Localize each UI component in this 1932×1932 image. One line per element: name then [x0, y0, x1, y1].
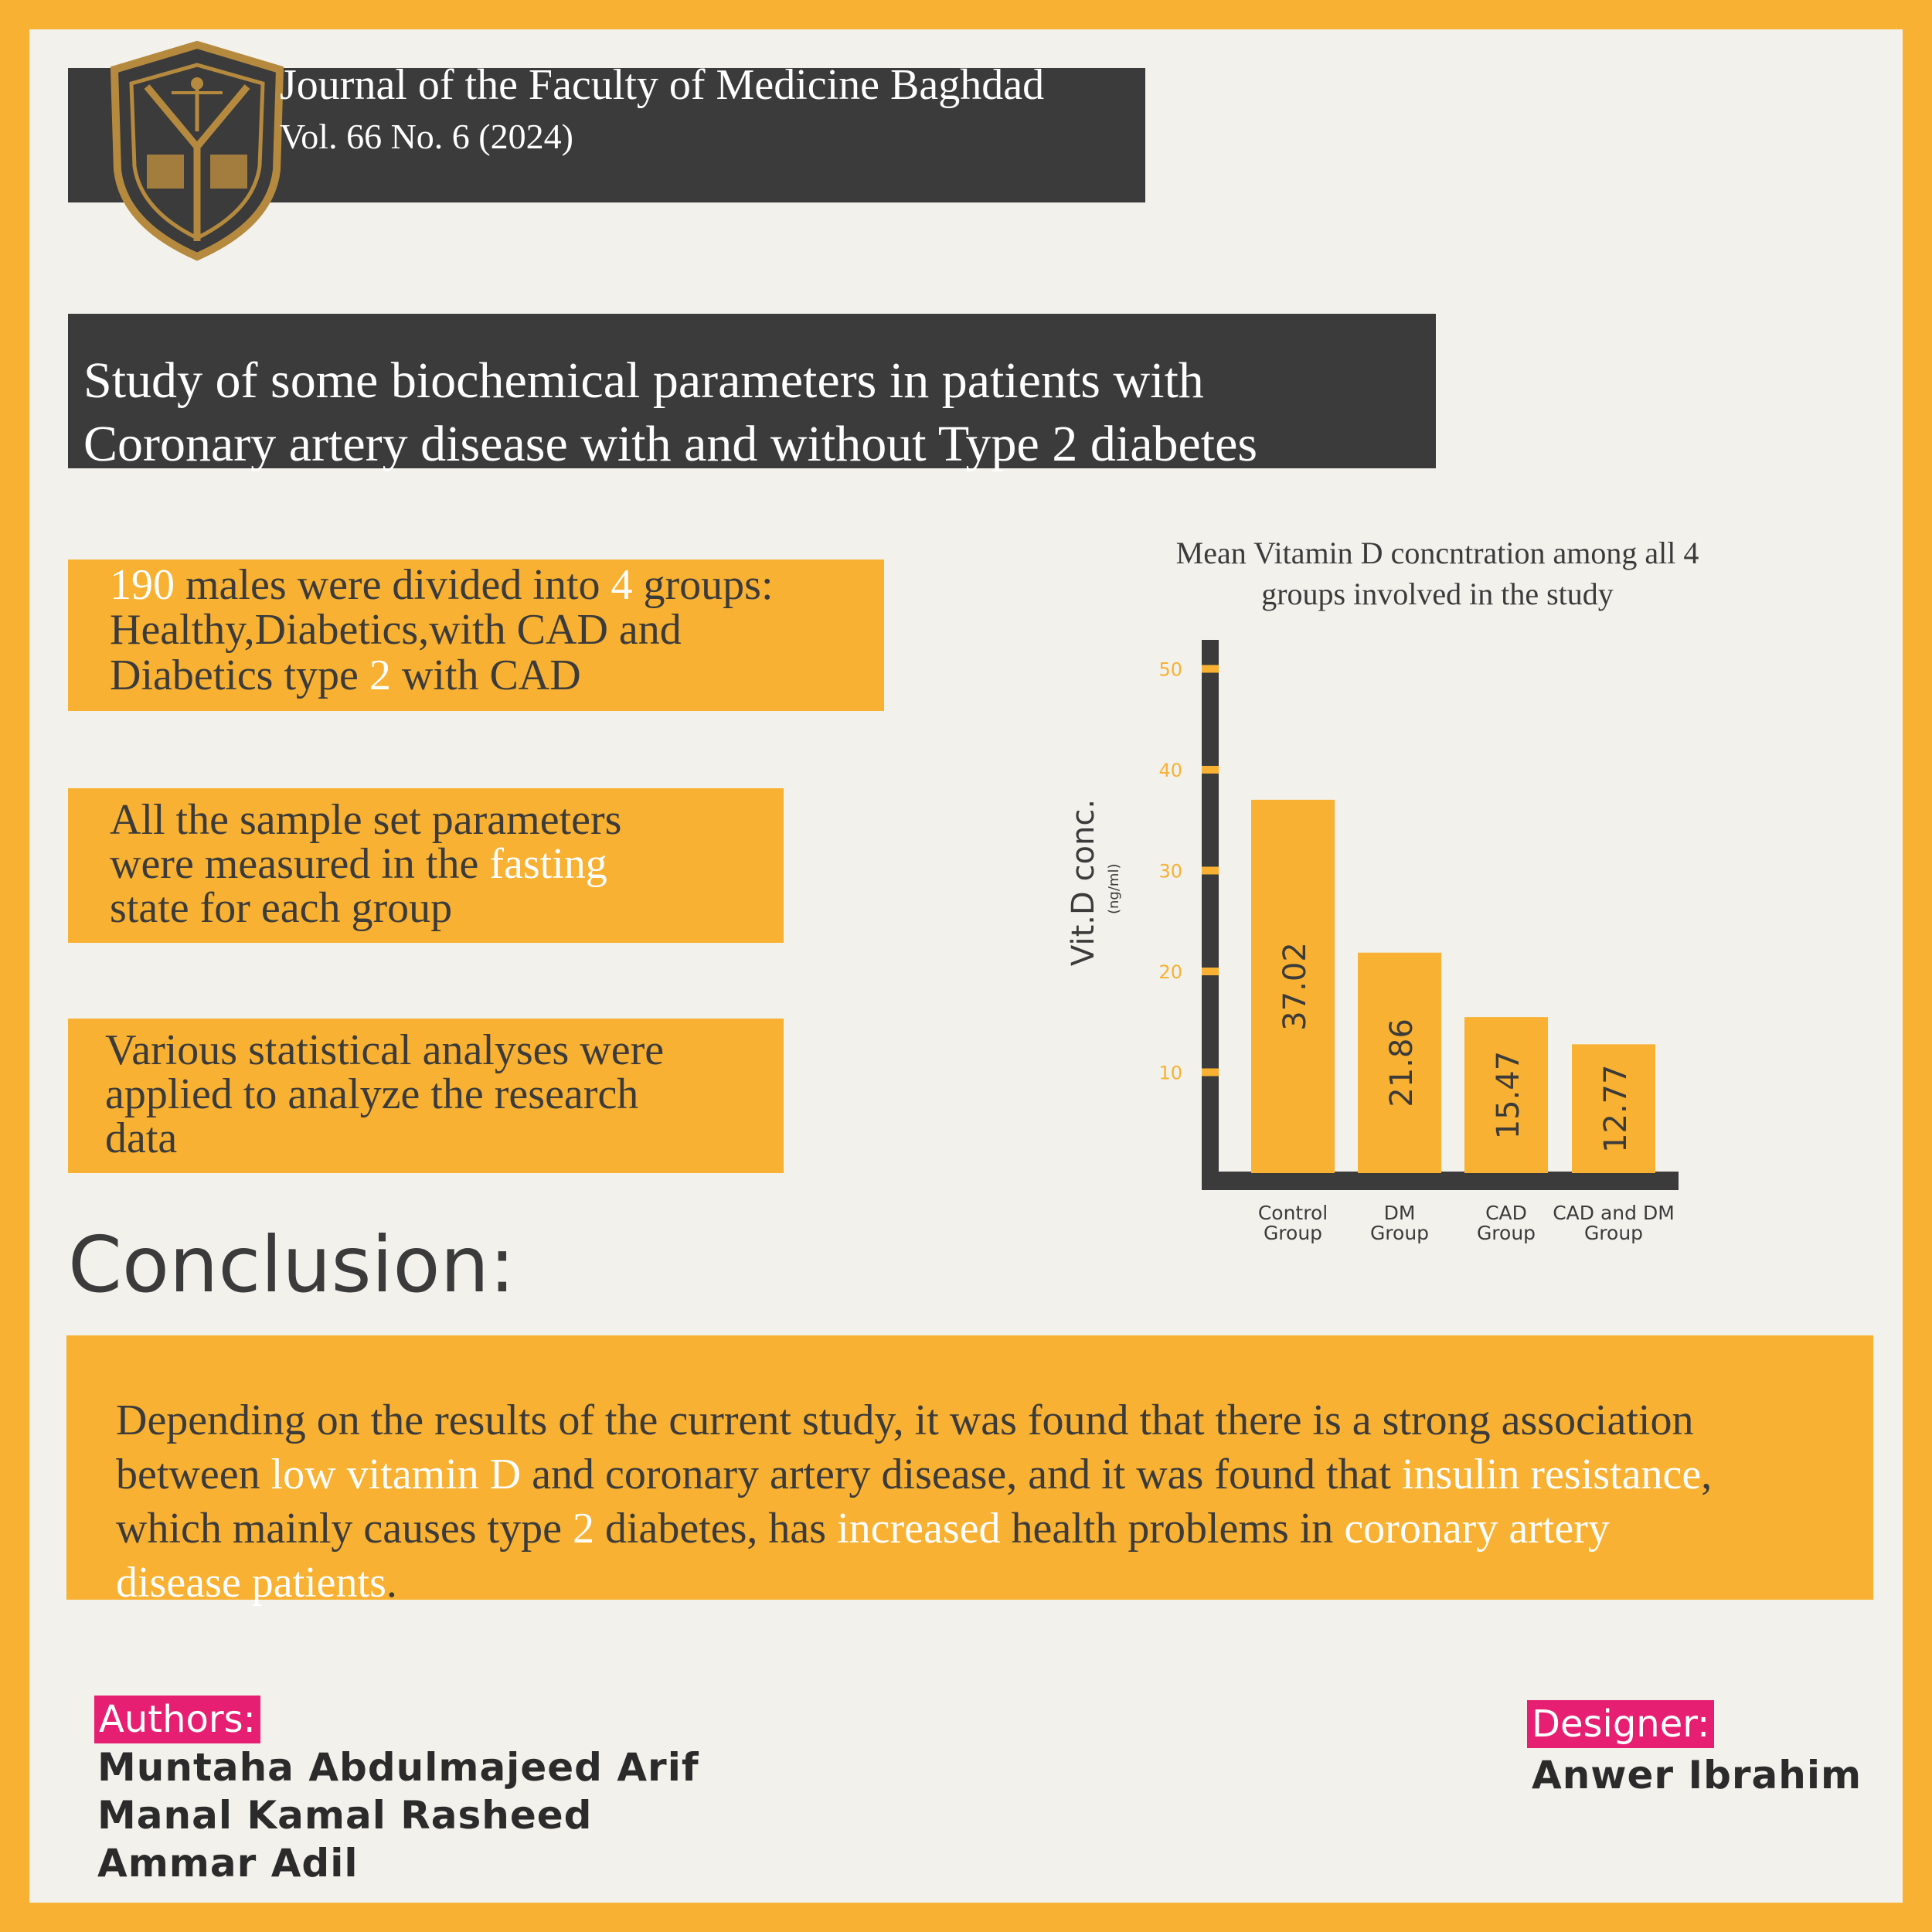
y-axis-label: Vit.D conc.: [1066, 798, 1101, 966]
info-groups-line-3: Diabetics type 2 with CAD: [110, 651, 581, 699]
bar-value-label: 37.02: [1277, 942, 1313, 1031]
x-category-label: DM: [1383, 1202, 1416, 1224]
designer-label: Designer:: [1527, 1700, 1714, 1748]
bar-value-label: 21.86: [1384, 1019, 1420, 1107]
conclusion-heading: Conclusion:: [68, 1219, 515, 1310]
y-axis-line: [1202, 640, 1219, 1190]
conclusion-line-3: which mainly causes type 2 diabetes, has increased health problems in coronary artery: [116, 1505, 1610, 1553]
y-tick-label: 10: [1158, 1062, 1182, 1084]
x-category-label: Control: [1257, 1202, 1328, 1224]
journal-volume: Vol. 66 No. 6 (2024): [280, 117, 573, 156]
highlight-4: 4: [611, 561, 633, 609]
x-category-label: Group: [1369, 1222, 1430, 1244]
highlight-increased: increased: [837, 1505, 1001, 1553]
info-groups-line-1: 190 males were divided into 4 groups:: [110, 561, 774, 609]
author-name: Muntaha Abdulmajeed Arif: [97, 1745, 699, 1790]
highlight-2-diabetes: 2: [572, 1505, 594, 1553]
chart-title-line-1: Mean Vitamin D concntration among all 4: [1175, 536, 1699, 570]
conclusion-line-2: between low vitamin D and coronary artery disease, and it was found that insulin resistance,: [116, 1451, 1713, 1498]
conclusion-line-4: disease patients.: [116, 1559, 397, 1607]
highlight-disease-patients: disease patients: [116, 1559, 386, 1607]
highlight-2: 2: [369, 651, 391, 699]
study-title-line-1: Study of some biochemical parameters in patients with: [83, 352, 1204, 409]
y-axis-unit: (ng/ml): [1106, 863, 1122, 914]
authors-label: Authors:: [94, 1696, 260, 1743]
x-category-label: CAD: [1485, 1202, 1527, 1224]
designer-name: Anwer Ibrahim: [1532, 1753, 1862, 1798]
info-fasting-line-3: state for each group: [110, 884, 453, 932]
info-fasting-line-1: All the sample set parameters: [110, 796, 622, 844]
highlight-low-vitamin-d: low vitamin D: [270, 1451, 522, 1498]
chart-title-line-2: groups involved in the study: [1261, 577, 1614, 611]
y-tick-mark: [1202, 766, 1219, 774]
x-axis-line: [1202, 1172, 1679, 1190]
y-tick-mark: [1202, 665, 1219, 673]
y-tick-label: 30: [1158, 860, 1182, 883]
info-fasting-line-2: were measured in the fasting: [110, 840, 607, 888]
info-groups-line-2: Healthy,Diabetics,with CAD and: [110, 606, 682, 654]
x-category-label: CAD and DM: [1553, 1202, 1675, 1224]
highlight-insulin-resistance: insulin resistance: [1401, 1451, 1702, 1498]
highlight-fasting: fasting: [489, 840, 607, 888]
y-tick-label: 20: [1158, 961, 1182, 983]
study-title-line-2: Coronary artery disease with and without Type 2 diabetes: [83, 416, 1258, 472]
y-tick-mark: [1202, 968, 1219, 975]
y-tick-mark: [1202, 1069, 1219, 1077]
author-name: Ammar Adil: [97, 1841, 359, 1886]
author-name: Manal Kamal Rasheed: [97, 1793, 593, 1838]
x-category-label: Group: [1263, 1222, 1323, 1244]
highlight-190: 190: [110, 561, 175, 609]
x-category-label: Group: [1583, 1222, 1644, 1244]
y-tick-label: 50: [1158, 658, 1182, 681]
info-stats-line-2: applied to analyze the research: [105, 1070, 639, 1118]
bar-value-label: 12.77: [1598, 1064, 1634, 1153]
journal-name: Journal of the Faculty of Medicine Baghdad: [280, 61, 1045, 109]
bar-value-label: 15.47: [1491, 1050, 1526, 1140]
info-stats-line-3: data: [105, 1114, 178, 1162]
y-tick-label: 40: [1158, 760, 1182, 781]
conclusion-line-1: Depending on the results of the current study, it was found that there is a strong association: [116, 1396, 1694, 1444]
x-category-label: Group: [1476, 1222, 1536, 1244]
y-tick-mark: [1202, 867, 1219, 875]
info-stats-line-1: Various statistical analyses were: [105, 1026, 665, 1074]
highlight-coronary-artery: coronary artery: [1344, 1505, 1610, 1553]
